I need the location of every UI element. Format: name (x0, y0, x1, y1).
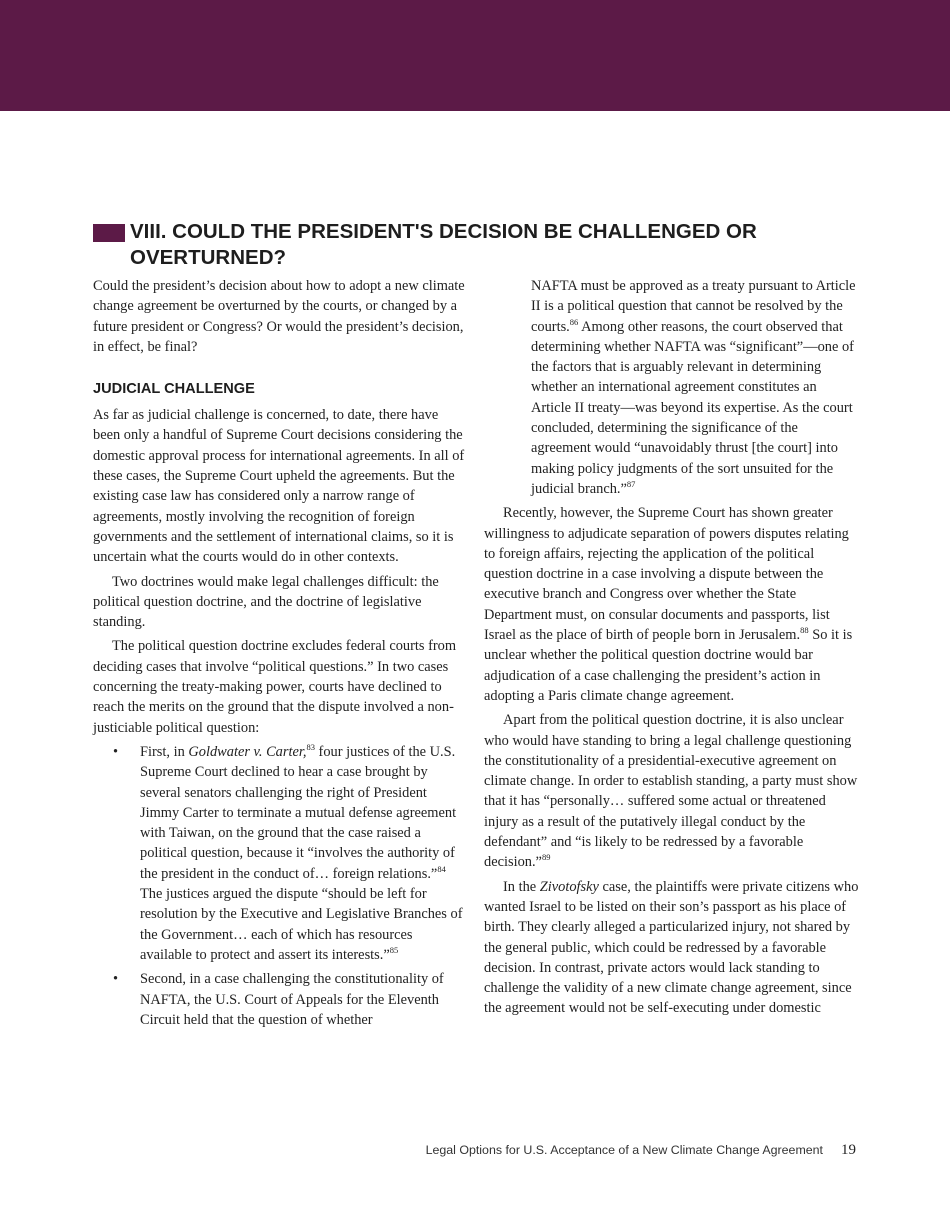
footer-title: Legal Options for U.S. Acceptance of a New Climate Change Agreement (425, 1143, 823, 1157)
footnote-ref: 84 (437, 863, 446, 874)
paragraph-two-doctrines: Two doctrines would make legal challenges difficult: the political question doctrine, and the doctrine of legislative standing. (93, 573, 439, 631)
case-list (93, 742, 465, 1030)
page-number: 19 (841, 1142, 856, 1158)
page-footer (426, 1142, 856, 1159)
paragraph-standing: Apart from the political question doctrine, it is also unclear who would have standing to bring a legal challenge questioning the constitutionality of a presidential-executive agreement on climate change. In order to establish standing, a party must show that it has “personally… suffered some actual or threatened injury as a result of the putatively illegal conduct by the defendant” and “is likely to be redressed by a favorable decision.”$^{89}$ (484, 712, 858, 871)
header-color-band (0, 0, 950, 111)
footnote-ref: 89 (541, 852, 551, 863)
paragraph-zivotofsky: In the Zivotofsky case, the plaintiffs were private citizens who wanted Israel to be listed on their son’s passport as his place of birth. They clearly alleged a particularized injury, not shared by the general public, which could be redressed by a favorable decision. In contrast, private actors would lack standing to challenge the validity of a new climate change agreement, since the agreement would not be self-executing under domestic (484, 878, 859, 1017)
heading-line-2: OVERTURNED? (130, 246, 287, 269)
footnote-ref: 85 (389, 945, 399, 956)
list-item-nafta-continued: NAFTA must be approved as a treaty pursuant to Article II is a political question that cannot be resolved by the courts.$^{86}$ Among other reasons, the court observed that determining whether NAFTA was “significant”—one of the factors that is arguably relevant in determining whether an international agreement constitutes an Article II treaty—was beyond its expertise. As the court concluded, determining the significance of the agreement would “unavoidably thrust [the court] into making policy judgments of the sort unsuited for the judicial branch.”$^{87}$ (531, 278, 856, 497)
left-column (93, 276, 465, 1034)
bullet-icon: • (113, 971, 119, 988)
footnote-ref: 86 (569, 316, 579, 327)
list-item-nafta: • Second, in a case challenging the constitutionality of NAFTA, the U.S. Court of Appeals for the Eleventh Circuit held that the question of whether (113, 971, 444, 1028)
list-item-goldwater: • First, in Goldwater v. Carter,$^{83}$ four justices of the U.S. Supreme Court declined to hear a case brought by several senators challenging the right of President Jimmy Carter to terminate a mutual defense agreement with Taiwan, on the ground that the case raised a political question, because it “involves the authority of the president in the conduct of… foreign relations.”$^{84}$ The justices argued the dispute “should be left for resolution by the Executive and Legislative Branches of the Government… each of which has resources available to protect and assert its interests.”$^{85}$ (113, 742, 463, 963)
footnote-ref: 83 (306, 742, 315, 753)
paragraph-recently: Recently, however, the Supreme Court has shown greater willingness to adjudicate separation of powers disputes relating to foreign affairs, rejecting the application of the political question doctrine in a case involving a dispute between the executive branch and Congress over whether the State Department must, on consular documents and passports, list Israel as the place of birth of people born in Jerusalem.$^{88}$ So it is unclear whether the political question doctrine would bar adjudication of a case challenging the president’s action in adopting a Paris climate change agreement. (484, 505, 853, 704)
footnote-ref: 88 (800, 625, 809, 636)
intro-paragraph: Could the president’s decision about how to adopt a new climate change agreement be overturned by the courts, or changed by a future president or Congress? Or would the president’s decision, in effect, be final? (93, 278, 465, 355)
section-heading (93, 219, 813, 271)
subheading-judicial-challenge: JUDICIAL CHALLENGE (93, 381, 255, 398)
paragraph-political-question: The political question doctrine excludes federal courts from deciding cases that involve “political questions.” In two cases concerning the treaty-making power, courts have declined to reach the merits on the ground that the dispute involved a non-justiciable political question: (93, 638, 457, 736)
case-name-goldwater: Goldwater v. Carter, (188, 743, 307, 760)
footnote-ref: 87 (626, 479, 636, 490)
case-name-zivotofsky: Zivotofsky (539, 878, 599, 895)
paragraph-judicial-1: As far as judicial challenge is concerned, to date, there have been only a handful of Supreme Court decisions considering the domestic approval process for international agreements. In all of these cases, the Supreme Court upheld the agreements. But the existing case law has considered only a narrow range of agreements, mostly involving the recognition of foreign governments and the settlement of international claims, so it is uncertain what the courts would do in other contexts. (93, 407, 465, 566)
bullet-icon: • (113, 743, 119, 760)
heading-marker (93, 224, 125, 242)
right-column (484, 276, 859, 1019)
heading-line-1: VIII. COULD THE PRESIDENT'S DECISION BE CHALLENGED OR (130, 220, 757, 243)
